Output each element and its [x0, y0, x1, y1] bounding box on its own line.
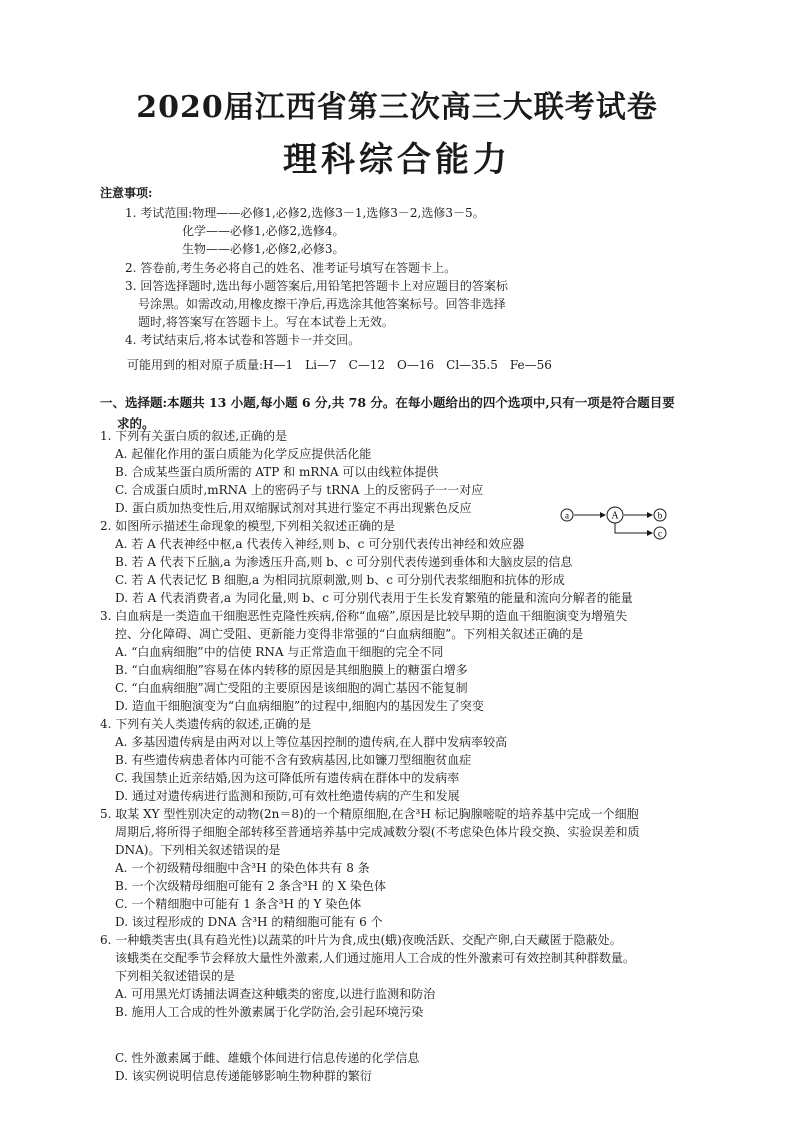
- note-item: 2. 答卷前,考生务必将自己的姓名、准考证号填写在答题卡上。: [125, 261, 457, 275]
- question-option: B. 若 A 代表下丘脑,a 为渗透压升高,则 b、c 可分别代表传递到垂体和大脑皮层的信息: [115, 555, 573, 569]
- question-option: B. “白血病细胞”容易在体内转移的原因是其细胞膜上的糖蛋白增多: [115, 663, 468, 677]
- exam-subtitle: 理科综合能力: [283, 140, 511, 180]
- question-option: D. 该实例说明信息传递能够影响生物种群的繁衍: [115, 1069, 372, 1083]
- arrow-A-to-c: [615, 523, 652, 533]
- question-option: B. 施用人工合成的性外激素属于化学防治,会引起环境污染: [115, 1005, 424, 1019]
- question-option: A. 一个初级精母细胞中含³H 的染色体共有 8 条: [115, 861, 370, 875]
- question-stem: 1. 下列有关蛋白质的叙述,正确的是: [100, 429, 288, 443]
- notes-heading: 注意事项:: [100, 186, 153, 200]
- question-option: A. 可用黑光灯诱捕法调查这种蛾类的密度,以进行监测和防治: [115, 987, 436, 1001]
- question-option: C. 性外激素属于雌、雄蛾个体间进行信息传递的化学信息: [115, 1051, 420, 1065]
- node-A-label: A: [611, 510, 619, 522]
- flow-diagram: [560, 505, 680, 545]
- question-stem: 2. 如图所示描述生命现象的模型,下列相关叙述正确的是: [100, 519, 396, 533]
- atomic-masses: 可能用到的相对原子质量:H—1 Li—7 C—12 O—16 Cl—35.5 Fe—56: [127, 358, 552, 372]
- question-option: C. 我国禁止近亲结婚,因为这可降低所有遗传病在群体中的发病率: [115, 771, 460, 785]
- question-option: A. “白血病细胞”中的信使 RNA 与正常造血干细胞的完全不同: [115, 645, 444, 659]
- question-stem: 6. 一种蛾类害虫(具有趋光性)以蔬菜的叶片为食,成虫(蛾)夜晚活跃、交配产卵,白天藏匿于隐蔽处。: [100, 933, 622, 947]
- note-item: 号涂黑。如需改动,用橡皮擦干净后,再选涂其他答案标号。回答非选择: [138, 297, 506, 311]
- node-b-label: b: [657, 510, 663, 521]
- note-item: 1. 考试范围:物理——必修1,必修2,选修3－1,选修3－2,选修3－5。: [125, 206, 485, 220]
- note-item: 化学——必修1,必修2,选修4。: [182, 224, 345, 238]
- note-item: 3. 回答选择题时,选出每小题答案后,用铅笔把答题卡上对应题目的答案标: [125, 279, 508, 293]
- note-item: 题时,将答案写在答题卡上。写在本试卷上无效。: [138, 315, 394, 329]
- question-option: D. 该过程形成的 DNA 含³H 的精细胞可能有 6 个: [115, 915, 383, 929]
- question-stem: 3. 白血病是一类造血干细胞恶性克隆性疾病,俗称“血癌”,原因是比较早期的造血干细胞演变为增殖失: [100, 609, 628, 623]
- note-item: 生物——必修1,必修2,必修3。: [182, 242, 345, 256]
- section-line: 一、选择题:本题共 13 小题,每小题 6 分,共 78 分。在每小题给出的四个选项中,只有一项是符合题目要: [100, 395, 675, 410]
- question-option: C. 一个精细胞中可能有 1 条含³H 的 Y 染色体: [115, 897, 362, 911]
- question-stem: 该蛾类在交配季节会释放大量性外激素,人们通过施用人工合成的性外激素可有效控制其种群数量。: [115, 951, 635, 965]
- section-line: 求的。: [117, 416, 155, 431]
- question-stem: 5. 取某 XY 型性别决定的动物(2n＝8)的一个精原细胞,在含³H 标记胸腺嘧啶的培养基中完成一个细胞: [100, 807, 639, 821]
- question-option: B. 有些遗传病患者体内可能不含有致病基因,比如镰刀型细胞贫血症: [115, 753, 472, 767]
- exam-title: 2020届江西省第三次高三大联考试卷: [136, 90, 658, 125]
- question-option: C. 合成蛋白质时,mRNA 上的密码子与 tRNA 上的反密码子一一对应: [115, 483, 484, 497]
- question-stem: 下列相关叙述错误的是: [115, 969, 236, 983]
- question-option: D. 造血干细胞演变为“白血病细胞”的过程中,细胞内的基因发生了突变: [115, 699, 484, 713]
- question-option: C. “白血病细胞”凋亡受阻的主要原因是该细胞的凋亡基因不能复制: [115, 681, 468, 695]
- question-stem: 4. 下列有关人类遗传病的叙述,正确的是: [100, 717, 312, 731]
- question-option: D. 蛋白质加热变性后,用双缩脲试剂对其进行鉴定不再出现紫色反应: [115, 501, 472, 515]
- question-option: A. 若 A 代表神经中枢,a 代表传入神经,则 b、c 可分别代表传出神经和效应器: [115, 537, 525, 551]
- note-item: 4. 考试结束后,将本试卷和答题卡一并交回。: [125, 333, 361, 347]
- question-stem: 周期后,将所得子细胞全部转移至普通培养基中完成减数分裂(不考虑染色体片段交换、实验误差和质: [115, 825, 640, 839]
- question-option: A. 起催化作用的蛋白质能为化学反应提供活化能: [115, 447, 372, 461]
- node-a-label: a: [565, 510, 569, 521]
- question-stem: 控、分化障碍、凋亡受阻、更新能力变得非常强的“白血病细胞”。下列相关叙述正确的是: [115, 627, 584, 641]
- question-option: C. 若 A 代表记忆 B 细胞,a 为相同抗原刺激,则 b、c 可分别代表浆细胞和抗体的形成: [115, 573, 565, 587]
- question-option: D. 若 A 代表消费者,a 为同化量,则 b、c 可分别代表用于生长发育繁殖的能量和流向分解者的能量: [115, 591, 633, 605]
- node-c-label: c: [658, 528, 662, 539]
- question-option: B. 一个次级精母细胞可能有 2 条含³H 的 X 染色体: [115, 879, 386, 893]
- question-option: B. 合成某些蛋白质所需的 ATP 和 mRNA 可以由线粒体提供: [115, 465, 439, 479]
- question-option: A. 多基因遗传病是由两对以上等位基因控制的遗传病,在人群中发病率较高: [115, 735, 508, 749]
- question-stem: DNA)。下列相关叙述错误的是: [115, 843, 281, 857]
- question-option: D. 通过对遗传病进行监测和预防,可有效杜绝遗传病的产生和发展: [115, 789, 460, 803]
